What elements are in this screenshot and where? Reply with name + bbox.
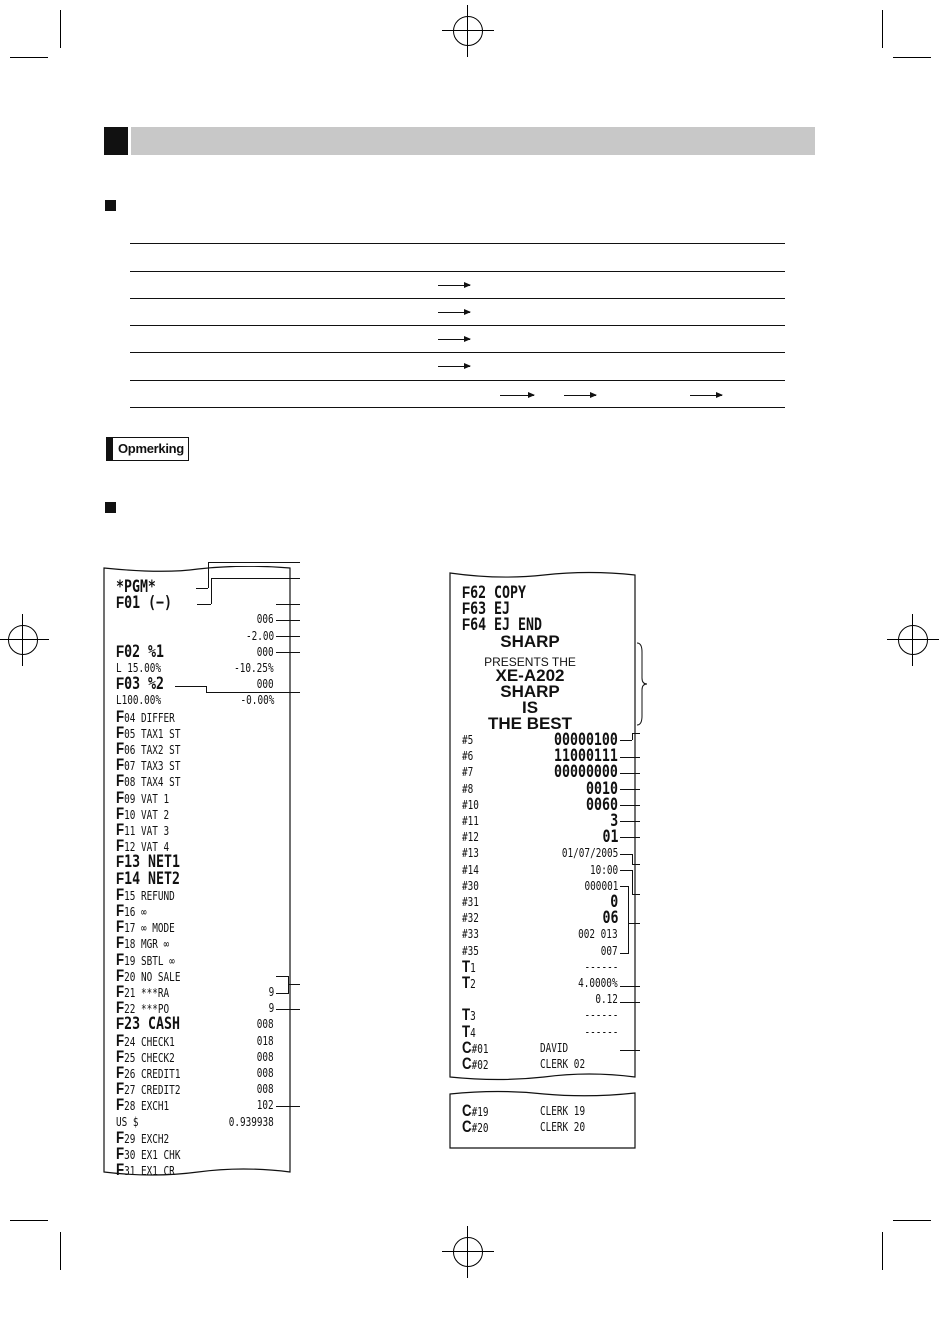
function-prefix: F [116, 803, 125, 823]
receipt-line-value: 008 [257, 1049, 274, 1064]
callout-leader [208, 562, 209, 588]
function-prefix: F [116, 1046, 125, 1066]
receipt-line-value: ------ [584, 959, 618, 974]
table-rule [130, 380, 785, 381]
callout-leader [632, 733, 633, 740]
receipt-line-text: 21 ***RA [124, 986, 170, 1000]
receipt-line-label: #30 [462, 878, 479, 893]
receipt-line-value: -0.00% [240, 693, 274, 708]
function-prefix: F [116, 868, 125, 888]
callout-leader [197, 604, 211, 605]
label-number: 4 [470, 1025, 476, 1040]
function-prefix: F [116, 1144, 125, 1163]
function-prefix: F [116, 739, 125, 758]
receipt-line [116, 1160, 175, 1180]
function-prefix: F [116, 949, 125, 969]
receipt-line-text: 01 (−) [124, 593, 173, 614]
section-marker [104, 127, 128, 155]
receipt-line-text: 10 VAT 2 [124, 807, 170, 822]
function-prefix: F [116, 917, 125, 937]
label-number: #19 [471, 1105, 489, 1119]
receipt-line [116, 755, 181, 775]
receipt-line-value: 4.0000% [578, 976, 618, 990]
receipt-line-value: 01/07/2005 [561, 846, 618, 861]
function-prefix: F [116, 1160, 125, 1180]
label-prefix: C [462, 1054, 472, 1073]
label-number: 1 [470, 960, 476, 975]
receipt-line-label: #5 [462, 733, 474, 747]
callout-bracket [620, 886, 629, 954]
receipt-line-text: 14 NET2 [124, 868, 180, 889]
callout-leader [288, 984, 300, 985]
function-prefix: F [116, 901, 125, 920]
receipt-line-label [462, 1054, 489, 1073]
receipt-line-value: 0 [610, 892, 618, 912]
logo-message-line: SHARP [500, 632, 560, 651]
receipt-line-label [462, 973, 476, 992]
crop-mark [893, 57, 931, 58]
logo-message-line: SHARP [500, 682, 560, 701]
callout-leader [211, 578, 212, 604]
receipt-line-label: #11 [462, 814, 479, 828]
callout-leader [632, 733, 640, 734]
label-prefix: T [462, 1021, 471, 1041]
receipt-line [116, 1063, 181, 1082]
function-prefix: F [116, 755, 125, 775]
receipt-line-text: 05 TAX1 ST [124, 726, 181, 741]
receipt-line-label: #31 [462, 895, 479, 909]
receipt-line-value: CLERK 19 [540, 1104, 586, 1118]
callout-leader [620, 821, 640, 822]
receipt-line-text: 64 EJ END [470, 615, 542, 635]
function-prefix: F [116, 852, 125, 872]
callout-leader [632, 894, 640, 895]
receipt-line [116, 1095, 170, 1115]
receipt-line-value: 06 [602, 908, 618, 929]
receipt-line [116, 949, 175, 969]
receipt-line [462, 615, 542, 635]
function-prefix: F [116, 787, 125, 807]
arrow-icon [438, 312, 470, 313]
crop-mark [10, 57, 48, 58]
crop-mark [882, 10, 883, 48]
receipt-line [116, 1115, 139, 1129]
receipt-line-value: DAVID [540, 1040, 569, 1055]
receipt-line-text: 25 CHECK2 [124, 1050, 175, 1065]
receipt-line-value: 00000000 [554, 762, 618, 783]
receipt-line [116, 884, 175, 904]
receipt-line-text: L100.00% [116, 693, 162, 708]
callout-leader [276, 652, 300, 653]
receipt-right [462, 583, 618, 1076]
receipt-line-value: CLERK 02 [540, 1057, 586, 1071]
receipt-line-text: 11 VAT 3 [124, 824, 170, 838]
label-prefix: C [462, 1037, 472, 1057]
receipt-line-text: 28 EXCH1 [124, 1099, 170, 1114]
receipt-line [116, 661, 161, 675]
receipt-line-label: #7 [462, 765, 474, 780]
function-prefix: F [116, 641, 125, 661]
callout-leader [206, 692, 300, 693]
receipt-line-text: 26 CREDIT1 [124, 1067, 181, 1081]
receipt-line [116, 1046, 175, 1066]
function-prefix: F [116, 674, 125, 694]
receipt-line-value: 00000100 [554, 730, 618, 750]
table-rule [130, 298, 785, 299]
crop-mark [893, 1220, 931, 1221]
receipt-line-value: 0.12 [595, 992, 618, 1007]
receipt-line-value: 0.939938 [228, 1114, 274, 1129]
function-prefix: F [116, 771, 125, 791]
receipt-line [116, 917, 175, 937]
function-prefix: F [462, 615, 471, 634]
receipt-line-text: *PGM* [116, 577, 156, 597]
callout-leader [620, 773, 640, 774]
receipt-line-text: 27 CREDIT2 [124, 1083, 181, 1098]
receipt-line-value: 008 [257, 1066, 274, 1080]
callout-leader [620, 1002, 640, 1003]
bullet-square [105, 502, 116, 513]
receipt-line-value: -10.25% [234, 661, 274, 675]
function-prefix: F [116, 1079, 125, 1099]
bullet-square [105, 200, 116, 211]
table-rule [130, 352, 785, 353]
receipt-line-text: 30 EX1 CHK [124, 1148, 181, 1162]
table-rule [130, 325, 785, 326]
callout-leader [276, 604, 300, 605]
receipt-line-text: 07 TAX3 ST [124, 759, 181, 774]
function-prefix: F [116, 706, 125, 726]
logo-message-line: IS [521, 698, 539, 717]
receipt-line-value: 9 [268, 985, 274, 999]
receipt-line-value: 9 [268, 1001, 274, 1016]
function-prefix: F [116, 1063, 125, 1082]
callout-leader [276, 1106, 300, 1107]
receipt-line [116, 1144, 181, 1163]
receipt-line [116, 706, 175, 726]
receipt-line-value: 000 [257, 677, 274, 692]
label-prefix: C [462, 1117, 472, 1136]
receipt-line-text: 19 SBTL ∞ [124, 953, 175, 968]
function-prefix: F [116, 820, 125, 839]
callout-leader [620, 789, 640, 790]
registration-mark [8, 625, 38, 655]
receipt-line-text: 17 ∞ MODE [124, 921, 175, 936]
registration-mark [453, 1237, 483, 1267]
receipt-line-label: #6 [462, 749, 474, 764]
message-brace [636, 642, 648, 726]
callout-leader [632, 854, 633, 864]
receipt-line-value: 000001 [584, 878, 618, 893]
receipt-line-value: 3 [610, 811, 618, 831]
crop-mark [60, 1232, 61, 1270]
receipt-line-text: 31 EX1 CR [124, 1164, 175, 1179]
callout-leader [628, 923, 640, 924]
callout-leader [632, 870, 633, 894]
receipt-line-value: CLERK 20 [540, 1120, 586, 1134]
function-prefix: F [116, 884, 125, 904]
receipt-line-label: #13 [462, 846, 479, 861]
receipt-line-text: 62 COPY [470, 583, 526, 603]
receipt-line-text: 22 ***PO [124, 1002, 170, 1017]
function-prefix: F [116, 722, 125, 742]
label-number: #02 [471, 1058, 489, 1072]
receipt-line-value: 008 [257, 1017, 274, 1032]
label-number: 3 [470, 1009, 476, 1024]
receipt-line-label: #8 [462, 781, 474, 796]
crop-mark [60, 10, 61, 48]
callout-leader [620, 837, 640, 838]
receipt-line [116, 771, 181, 791]
table-rule [130, 407, 785, 408]
callout-leader [620, 757, 640, 758]
receipt-line [116, 693, 161, 707]
callout-leader [620, 854, 632, 855]
receipt-line-value: 0060 [586, 794, 618, 815]
receipt-line-value: 018 [257, 1033, 274, 1048]
table-rule [130, 243, 785, 244]
function-prefix: F [116, 1095, 125, 1115]
receipt-line-label: #35 [462, 943, 479, 958]
receipt-line [116, 674, 165, 695]
function-prefix: F [462, 583, 471, 602]
receipt-line-text: 12 VAT 4 [124, 840, 170, 855]
receipt-line [116, 965, 181, 985]
receipt-line-label: #12 [462, 830, 479, 845]
label-number: #01 [471, 1041, 489, 1056]
receipt-line-text: 02 %1 [124, 641, 165, 662]
receipt-line-text: 29 EXCH2 [124, 1131, 170, 1146]
function-prefix: F [462, 599, 471, 618]
callout-leader [632, 864, 640, 865]
receipt-line-label: #33 [462, 927, 479, 942]
function-prefix: F [116, 593, 125, 613]
receipt-line-text: 06 TAX2 ST [124, 743, 181, 757]
receipt-line-text: L 15.00% [116, 661, 162, 675]
callout-leader [620, 1050, 640, 1051]
function-prefix: F [116, 1127, 125, 1147]
receipt-line-text: 08 TAX4 ST [124, 775, 181, 790]
receipt-line-value: 10:00 [589, 862, 618, 877]
callout-leader [175, 686, 206, 687]
receipt-line [116, 641, 165, 662]
crop-mark [10, 1220, 48, 1221]
receipt-line-text: 24 CHECK1 [124, 1034, 175, 1049]
receipt-right-bottom [462, 1101, 618, 1144]
receipt-line-text: US $ [116, 1114, 139, 1129]
receipt-line-text: 03 %2 [124, 674, 165, 695]
callout-leader [276, 636, 300, 637]
receipt-line-value: ------ [584, 1008, 618, 1023]
logo-message-line: XE-A202 [495, 666, 565, 685]
receipt-line [116, 739, 181, 758]
function-prefix: F [116, 933, 125, 953]
arrow-icon [438, 366, 470, 367]
receipt-line [116, 1030, 175, 1050]
callout-leader [276, 620, 300, 621]
receipt-line-label [462, 1117, 489, 1136]
logo-message-line: PRESENTS THE [484, 655, 576, 669]
callout-leader [620, 805, 640, 806]
function-prefix: F [116, 1030, 125, 1050]
receipt-line-text: 23 CASH [124, 1014, 180, 1035]
receipt-line-text: 15 REFUND [124, 888, 175, 903]
receipt-line-label: #10 [462, 797, 479, 812]
section-header-bar [131, 127, 815, 155]
receipt-line [116, 593, 173, 614]
receipt-line [116, 722, 181, 742]
callout-leader [276, 1009, 300, 1010]
callout-leader [196, 588, 208, 589]
receipt-line-value: 008 [257, 1082, 274, 1097]
receipt-line-text: 13 NET1 [124, 852, 180, 873]
label-number: #20 [471, 1121, 489, 1135]
receipt-line-value: 006 [257, 612, 274, 627]
logo-message-line: THE BEST [487, 714, 573, 733]
label-prefix: T [462, 973, 471, 992]
receipt-left [116, 577, 274, 1180]
label-prefix: C [462, 1101, 472, 1120]
table-rule [130, 271, 785, 272]
arrow-icon [500, 395, 534, 396]
arrow-icon [564, 395, 596, 396]
receipt-line-label: #32 [462, 911, 479, 926]
callout-leader [620, 986, 640, 987]
label-prefix: T [462, 956, 471, 976]
registration-mark [453, 16, 483, 46]
receipt-line-value: 102 [257, 1098, 274, 1113]
receipt-line-text: 04 DIFFER [124, 710, 175, 725]
callout-leader [620, 870, 632, 871]
function-prefix: F [116, 965, 125, 985]
receipt-line-label: #14 [462, 862, 479, 877]
receipt-line-text: 63 EJ [470, 599, 511, 619]
receipt-line-value: 11000111 [554, 746, 618, 767]
function-prefix: F [116, 982, 125, 1001]
receipt-line [116, 1079, 181, 1099]
callout-leader [208, 562, 300, 563]
receipt-line-value: 007 [601, 943, 618, 958]
note-badge: Opmerking [106, 437, 189, 461]
function-prefix: F [116, 836, 125, 856]
receipt-line-value: -2.00 [245, 628, 274, 643]
arrow-icon [438, 285, 470, 286]
registration-mark [898, 625, 928, 655]
label-prefix: T [462, 1005, 471, 1025]
receipt-line-value: ------ [584, 1024, 618, 1039]
callout-leader [211, 578, 300, 579]
function-prefix: F [116, 1014, 125, 1034]
receipt-line-value: 0010 [586, 778, 618, 799]
arrow-icon [438, 339, 470, 340]
function-prefix: F [116, 998, 125, 1018]
receipt-line-value: 01 [602, 827, 618, 848]
receipt-line-text: 18 MGR ∞ [124, 937, 170, 952]
receipt-line [116, 868, 180, 889]
label-number: 2 [470, 977, 476, 991]
receipt-line-value: 002 013 [578, 927, 618, 942]
receipt-line-text: 20 NO SALE [124, 969, 181, 984]
receipt-line [116, 1014, 180, 1035]
callout-leader [620, 740, 632, 741]
receipt-line-text: 09 VAT 1 [124, 791, 170, 806]
arrow-icon [690, 395, 722, 396]
crop-mark [882, 1232, 883, 1270]
callout-bracket [276, 976, 289, 994]
receipt-line-text: 16 ∞ [124, 905, 147, 919]
receipt-line-value: 000 [257, 644, 274, 659]
